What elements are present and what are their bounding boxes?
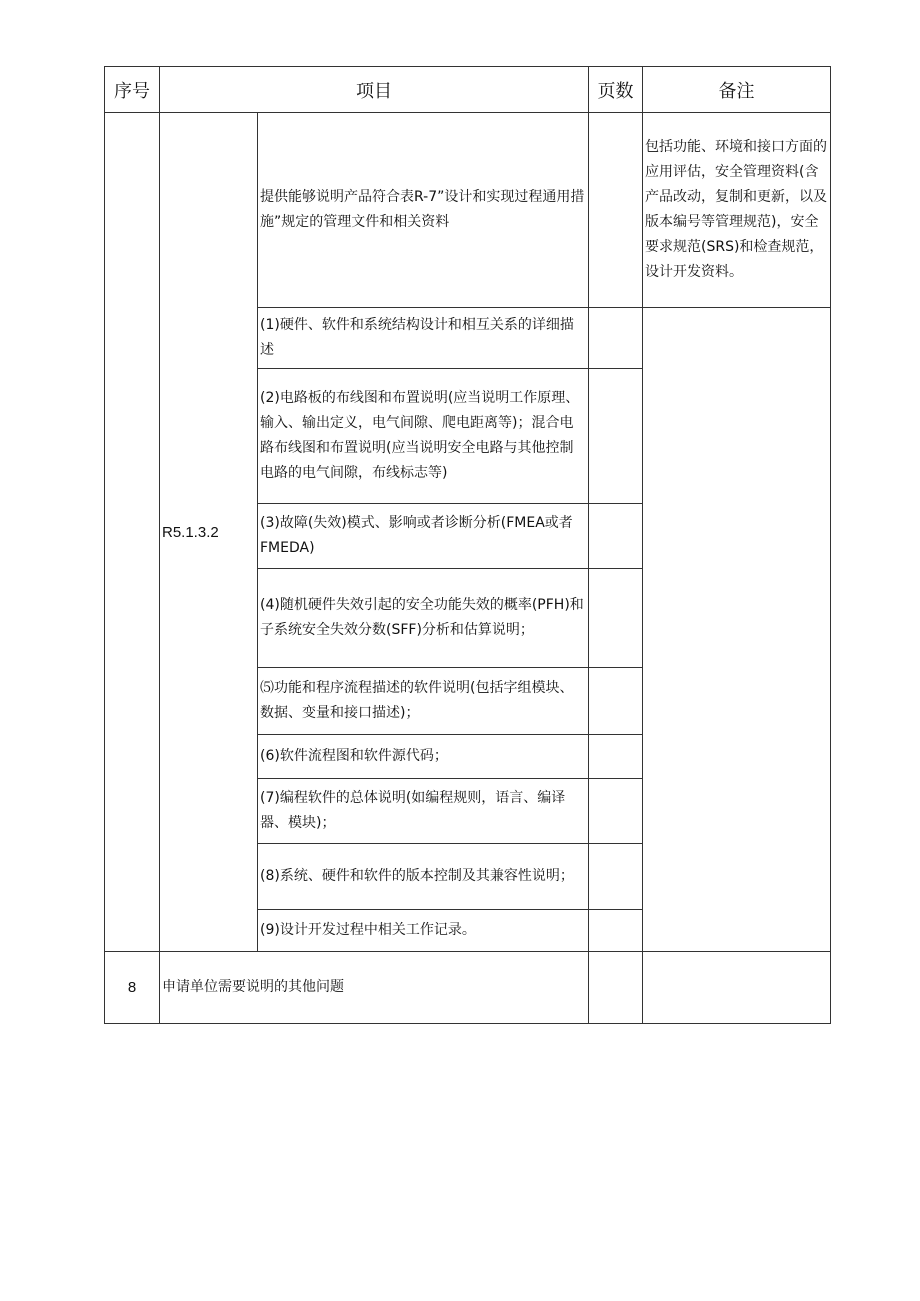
item-3: (3)故障(失效)模式、影响或者诊断分析(FMEA或者FMEDA) [258, 504, 589, 569]
pages-cell [589, 369, 643, 504]
pages-cell [589, 779, 643, 844]
table-row [105, 952, 831, 1024]
item-5: ⑸功能和程序流程描述的软件说明(包括字组模块、数据、变量和接口描述)； [258, 668, 589, 735]
header-remarks: 备注 [643, 67, 831, 113]
item-4: (4)随机硬件失效引起的安全功能失效的概率(PFH)和子系统安全失效分数(SFF)分析和估算说明； [258, 569, 589, 668]
item-2: (2)电路板的布线图和布置说明(应当说明工作原理、输入、输出定义，电气间隙、爬电距离等)；混合电路布线图和布置说明(应当说明安全电路与其他控制电路的电气间隙，布线标志等) [258, 369, 589, 504]
header-seq: 序号 [105, 67, 160, 113]
pages-cell [589, 910, 643, 952]
item-8: (8)系统、硬件和软件的版本控制及其兼容性说明； [258, 844, 589, 910]
header-item: 项目 [160, 67, 589, 113]
item-1: (1)硬件、软件和系统结构设计和相互关系的详细描述 [258, 308, 589, 369]
pages-cell [589, 952, 643, 1024]
pages-cell [589, 844, 643, 910]
section-intro-remark: 包括功能、环境和接口方面的应用评估，安全管理资料(含产品改动，复制和更新，以及版本编号等管理规范)，安全要求规范(SRS)和检查规范，设计开发资料。 [643, 113, 831, 308]
section-intro: 提供能够说明产品符合表R-7”设计和实现过程通用措施”规定的管理文件和相关资料 [258, 113, 589, 308]
seq-cell-empty [105, 113, 160, 952]
application-documents-table [104, 66, 831, 1024]
pages-cell [589, 308, 643, 369]
table-row [105, 113, 831, 308]
item-7: (7)编程软件的总体说明(如编程规则，语言、编译器、模块)； [258, 779, 589, 844]
pages-cell [589, 569, 643, 668]
row8-seq: 8 [105, 952, 160, 1024]
remarks-cell-empty [643, 308, 831, 952]
section-code: R5.1.3.2 [160, 113, 258, 952]
row8-item: 申请单位需要说明的其他问题 [160, 952, 589, 1024]
table-header-row [105, 67, 831, 113]
remarks-cell [643, 952, 831, 1024]
pages-cell [589, 735, 643, 779]
pages-cell [589, 668, 643, 735]
pages-cell [589, 504, 643, 569]
header-pages: 页数 [589, 67, 643, 113]
item-9: (9)设计开发过程中相关工作记录。 [258, 910, 589, 952]
item-6: (6)软件流程图和软件源代码； [258, 735, 589, 779]
pages-cell [589, 113, 643, 308]
